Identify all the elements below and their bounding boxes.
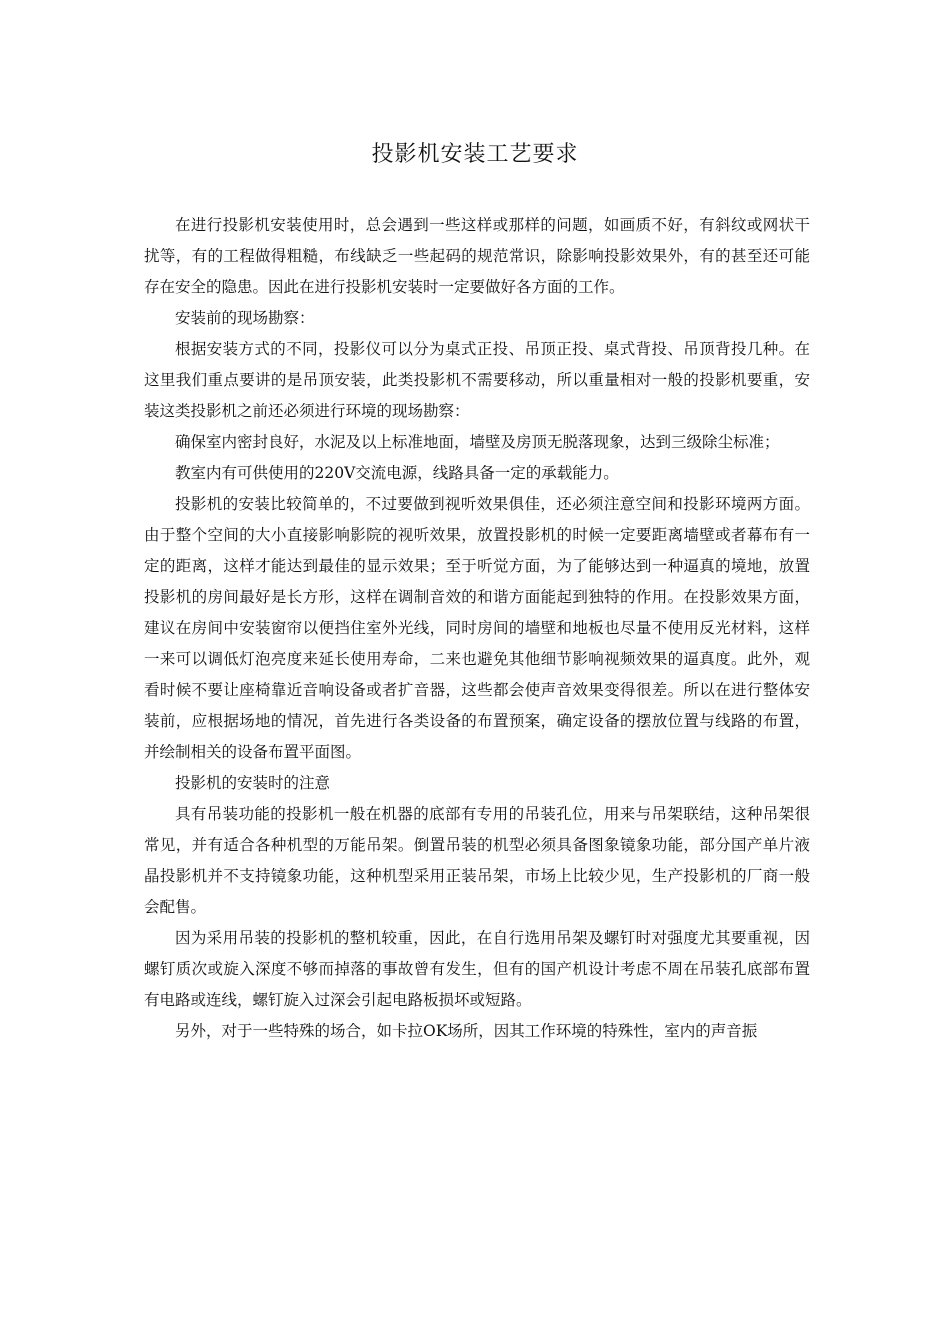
paragraph-screw-strength: 因为采用吊装的投影机的整机较重，因此，在自行选用吊架及螺钉时对强度尤其要重视，因螺钉质次或旋入深度不够而掉落的事故曾有发生，但有的国产机设计考虑不周在吊装孔底部布置有电路或连线，螺钉旋入过深会引起电路板损坏或短路。 — [144, 929, 810, 1009]
paragraph-special-venues: 另外，对于一些特殊的场合，如卡拉OK场所，因其工作环境的特殊性，室内的声音振 — [175, 1022, 758, 1040]
section-heading-install-notes: 投影机的安装时的注意 — [175, 774, 331, 792]
document-title: 投影机安装工艺要求 — [371, 142, 579, 167]
paragraph-ceiling-mount: 具有吊装功能的投影机一般在机器的底部有专用的吊装孔位，用来与吊架联结，这种吊架很常见，并有适合各种机型的万能吊架。倒置吊装的机型必须具备图象镜象功能，部分国产单片液晶投影机并不支持镜象功能，这种机型采用正装吊架，市场上比较少见，生产投影机的厂商一般会配售。 — [144, 805, 810, 916]
paragraph-requirement-room: 确保室内密封良好，水泥及以上标准地面，墙壁及房顶无脱落现象，达到三级除尘标准； — [175, 433, 780, 451]
section-heading-site-survey: 安装前的现场勘察： — [175, 309, 315, 327]
paragraph-requirement-power: 教室内有可供使用的220V交流电源，线路具备一定的承载能力。 — [175, 464, 619, 482]
paragraph-intro: 在进行投影机安装使用时，总会遇到一些这样或那样的问题，如画质不好，有斜纹或网状干扰等，有的工程做得粗糙，布线缺乏一些起码的规范常识，除影响投影效果外，有的甚至还可能存在安全的隐患。因此在进行投影机安装时一定要做好各方面的工作。 — [144, 216, 810, 296]
paragraph-space-environment: 投影机的安装比较简单的，不过要做到视听效果俱佳，还必须注意空间和投影环境两方面。由于整个空间的大小直接影响影院的视听效果，放置投影机的时候一定要距离墙壁或者幕布有一定的距离，这样才能达到最佳的显示效果；至于听觉方面，为了能够达到一种逼真的境地，放置投影机的房间最好是长方形，这样在调制音效的和谐方面能起到独特的作用。在投影效果方面，建议在房间中安装窗帘以便挡住室外光线，同时房间的墙壁和地板也尽量不使用反光材料，这样一来可以调低灯泡亮度来延长使用寿命，二来也避免其他细节影响视频效果的逼真度。此外，观看时候不要让座椅靠近音响设备或者扩音器，这些都会使声音效果变得很差。所以在进行整体安装前，应根据场地的情况，首先进行各类设备的布置预案，确定设备的摆放位置与线路的布置，并绘制相关的设备布置平面图。 — [144, 495, 810, 761]
document-body — [144, 210, 810, 1047]
paragraph-install-methods: 根据安装方式的不同，投影仪可以分为桌式正投、吊顶正投、桌式背投、吊顶背投几种。在这里我们重点要讲的是吊顶安装，此类投影机不需要移动，所以重量相对一般的投影机要重，安装这类投影机之前还必须进行环境的现场勘察： — [144, 340, 810, 420]
